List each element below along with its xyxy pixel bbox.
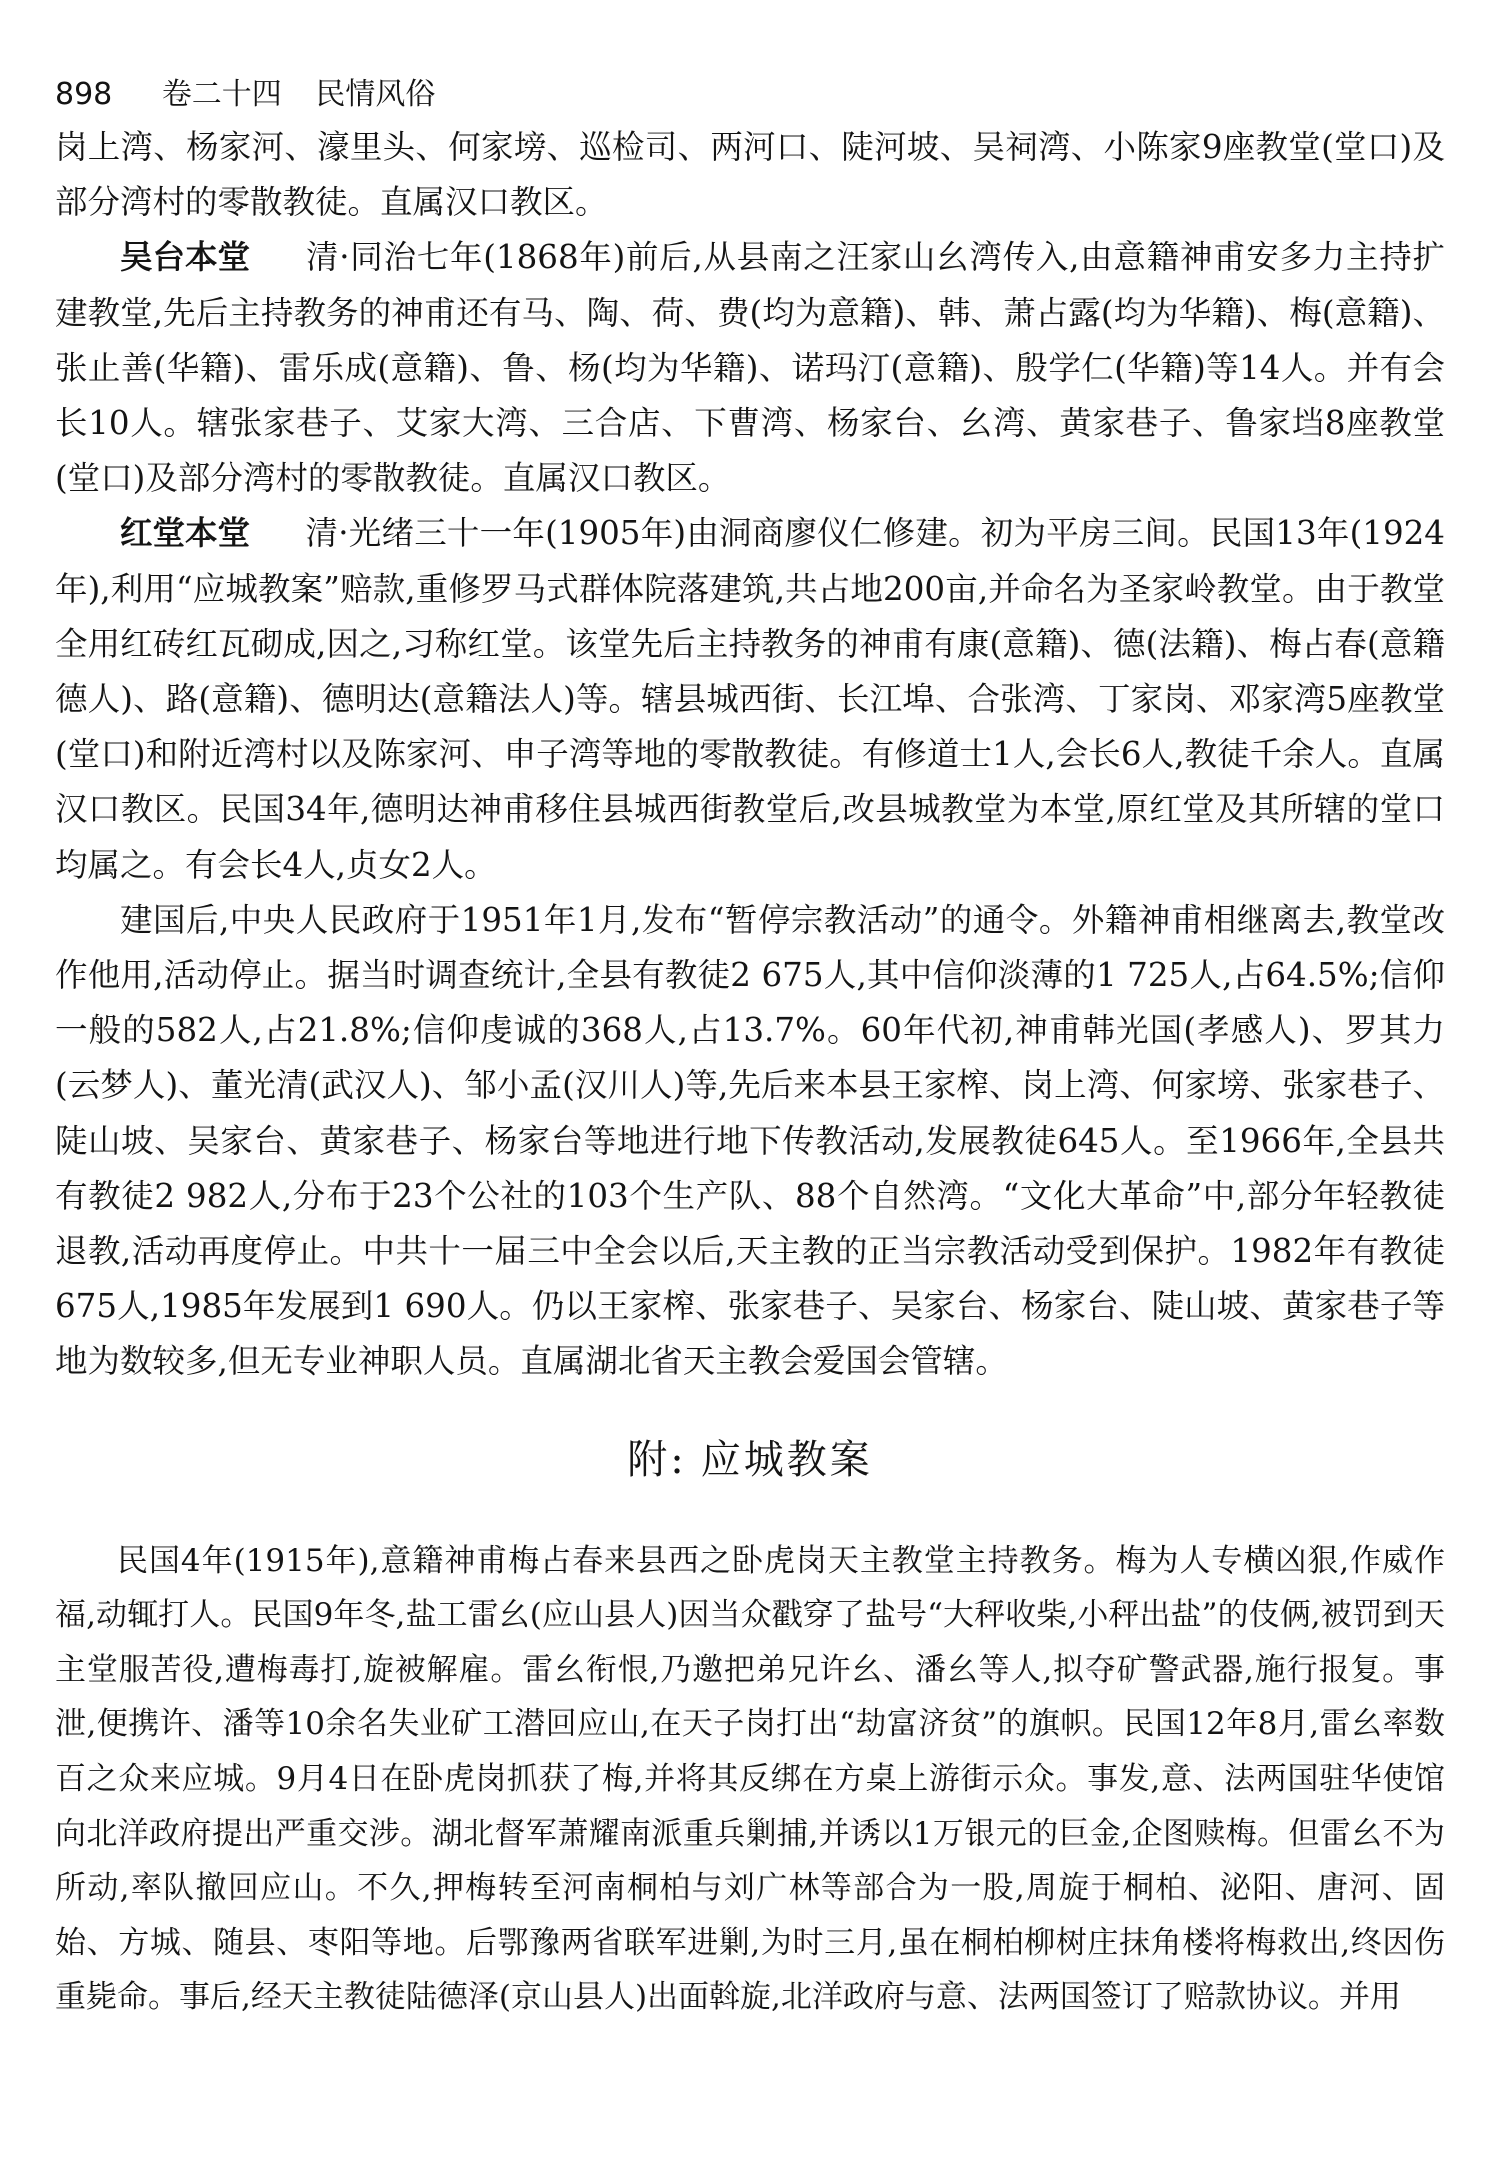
paragraph-hongtang-church xyxy=(55,506,1445,892)
appendix-label: 附: xyxy=(627,1436,687,1483)
appendix-body: 民国4年(1915年),意籍神甫梅占春来县西之卧虎岗天主教堂主持教务。梅为人专横凶狠,作威作福,动辄打人。民国9年冬,盐工雷幺(应山县人)因当众戳穿了盐号“大秤收柴,小秤出盐”的伎俩,被罚到天主堂服苦役,遭梅毒打,旋被解雇。雷幺衔恨,乃邀把弟兄许幺、潘幺等人,拟夺矿警武器,施行报复。事泄,便携许、潘等10余名失业矿工潜回应山,在天子岗打出“劫富济贫”的旗帜。民国12年8月,雷幺率数百之众来应城。9月4日在卧虎岗抓获了梅,并将其反绑在方桌上游街示众。事发,意、法两国驻华使馆向北洋政府提出严重交涉。湖北督军萧耀南派重兵剿捕,并诱以1万银元的巨金,企图赎梅。但雷幺不为所动,率队撤回应山。不久,押梅转至河南桐柏与刘广林等部合为一股,周旋于桐柏、泌阳、唐河、固始、方城、随县、枣阳等地。后鄂豫两省联军进剿,为时三月,虽在桐柏柳树庄抹角楼将梅救出,终因伤重毙命。事后,经天主教徒陆德泽(京山县人)出面斡旋,北洋政府与意、法两国签订了赔款协议。并用 xyxy=(55,1542,1445,2016)
paragraph-post-1949: 建国后,中央人民政府于1951年1月,发布“暂停宗教活动”的通令。外籍神甫相继离去,教堂改作他用,活动停止。据当时调查统计,全县有教徒2 675人,其中信仰淡薄的1 725人,占64.5%;信仰一般的582人,占21.8%;信仰虔诚的368人,占13.7%。60年代初,神甫韩光国(孝感人)、罗其力(云梦人)、董光清(武汉人)、邹小孟(汉川人)等,先后来本县王家榨、岗上湾、何家塝、张家巷子、陡山坡、吴家台、黄家巷子、杨家台等地进行地下传教活动,发展教徒645人。至1966年,全县共有教徒2 982人,分布于23个公社的103个生产队、88个自然湾。“文化大革命”中,部分年轻教徒退教,活动再度停止。中共十一届三中全会以后,天主教的正当宗教活动受到保护。1982年有教徒675人,1985年发展到1 690人。仍以王家榨、张家巷子、吴家台、杨家台、陡山坡、黄家巷子等地为数较多,但无专业神职人员。直属湖北省天主教会爱国会管辖。 xyxy=(55,900,1445,1381)
appendix-title: 应城教案 xyxy=(700,1436,873,1483)
document-page xyxy=(55,70,1445,2025)
paragraph-wutai-church xyxy=(55,230,1445,506)
volume-label: 卷二十四 xyxy=(161,77,282,112)
entry-title-hongtang: 红堂本堂 xyxy=(120,514,251,553)
entry-body-wutai: 清·同治七年(1868年)前后,从县南之汪家山幺湾传入,由意籍神甫安多力主持扩建教堂,先后主持教务的神甫还有马、陶、荷、费(均为意籍)、韩、萧占露(均为华籍)、梅(意籍)、张止善(华籍)、雷乐成(意籍)、鲁、杨(均为华籍)、诺玛汀(意籍)、殷学仁(华籍)等14人。并有会长10人。辖张家巷子、艾家大湾、三合店、下曹湾、杨家台、幺湾、黄家巷子、鲁家垱8座教堂(堂口)及部分湾村的零散教徒。直属汉口教区。 xyxy=(55,238,1445,498)
appendix-heading xyxy=(55,1430,1445,1490)
entry-body-hongtang: 清·光绪三十一年(1905年)由洞商廖仪仁修建。初为平房三间。民国13年(1924年),利用“应城教案”赔款,重修罗马式群体院落建筑,共占地200亩,并命名为圣家岭教堂。由于教堂全用红砖红瓦砌成,因之,习称红堂。该堂先后主持教务的神甫有康(意籍)、德(法籍)、梅占春(意籍德人)、路(意籍)、德明达(意籍法人)等。辖县城西街、长江埠、合张湾、丁家岗、邓家湾5座教堂(堂口)和附近湾村以及陈家河、申子湾等地的零散教徒。有修道士1人,会长6人,教徒千余人。直属汉口教区。民国34年,德明达神甫移住县城西街教堂后,改县城教堂为本堂,原红堂及其所辖的堂口均属之。有会长4人,贞女2人。 xyxy=(55,514,1445,884)
page-number: 898 xyxy=(55,77,113,112)
section-label: 民情风俗 xyxy=(315,77,436,112)
entry-title-wutai: 吴台本堂 xyxy=(120,238,251,277)
paragraph-continuation: 岗上湾、杨家河、濠里头、何家塝、巡检司、两河口、陡河坡、吴祠湾、小陈家9座教堂(堂口)及部分湾村的零散教徒。直属汉口教区。 xyxy=(55,128,1445,222)
running-header xyxy=(55,70,1445,120)
